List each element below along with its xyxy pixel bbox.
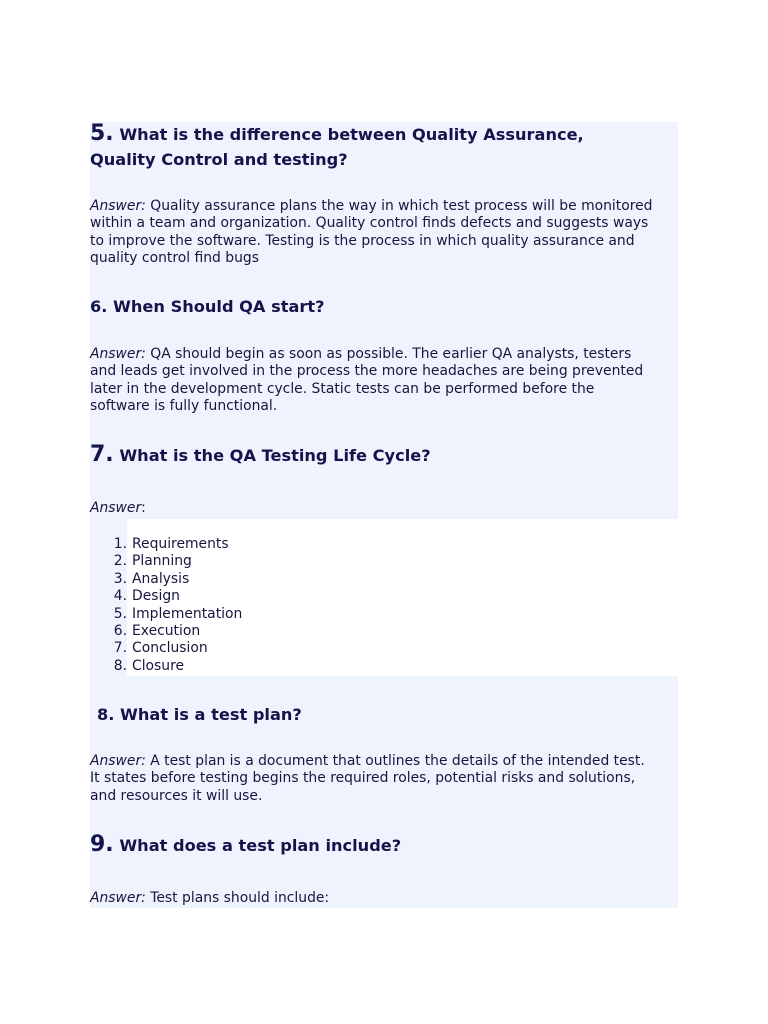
list-item: 4 . Design xyxy=(104,588,242,605)
answer-5 xyxy=(90,198,652,268)
list-item: 3 . Analysis xyxy=(104,571,242,588)
answer-6-line: Answer: QA should begin as soon as possible. The earlier QA analysts, testers xyxy=(90,346,632,362)
answer-label: Answer xyxy=(90,500,142,516)
answer-9-line: Answer: Test plans should include: xyxy=(90,890,330,906)
answer-8-line: and resources it will use. xyxy=(90,787,263,804)
list-item: 8 . Closure xyxy=(104,658,242,675)
answer-label: Answer: xyxy=(90,346,146,362)
question-9-number: 9. xyxy=(90,832,114,857)
answer-label: Answer: xyxy=(90,890,146,906)
answer-8-line: It states before testing begins the required roles, potential risks and solutions, xyxy=(90,770,636,787)
question-7-heading xyxy=(90,444,431,467)
qa-life-cycle-list xyxy=(104,536,242,675)
question-9-heading xyxy=(90,834,401,857)
question-7-title: What is the QA Testing Life Cycle? xyxy=(119,446,431,465)
list-item: 5 . Implementation xyxy=(104,606,242,623)
answer-6-line: later in the development cycle. Static tests can be performed before the xyxy=(90,380,595,397)
question-8-heading: 8. What is a test plan? xyxy=(97,705,302,724)
answer-6-line: software is fully functional. xyxy=(90,398,278,415)
question-5-title-line1: What is the difference between Quality Assurance, xyxy=(119,125,584,144)
answer-label: Answer: xyxy=(90,753,146,769)
answer-9 xyxy=(90,890,329,907)
question-5-heading xyxy=(90,123,584,146)
question-6-heading: 6. When Should QA start? xyxy=(90,297,325,316)
question-9-title: What does a test plan include? xyxy=(119,836,402,855)
list-item: 1 . Requirements xyxy=(104,536,242,553)
list-item: 7 . Conclusion xyxy=(104,640,242,657)
question-7-number: 7. xyxy=(90,442,114,467)
answer-7-label-line: Answer: xyxy=(90,500,146,516)
question-5-number: 5. xyxy=(90,121,114,146)
answer-8 xyxy=(90,753,645,805)
answer-5-line: to improve the software. Testing is the process in which quality assurance and xyxy=(90,232,635,249)
answer-5-line: within a team and organization. Quality control finds defects and suggests ways xyxy=(90,215,649,232)
answer-6 xyxy=(90,346,643,416)
answer-6-line: and leads get involved in the process the more headaches are being prevented xyxy=(90,363,644,380)
list-item: 6 . Execution xyxy=(104,623,242,640)
list-item: 2 . Planning xyxy=(104,553,242,570)
answer-5-line: Answer: Quality assurance plans the way in which test process will be monitored xyxy=(90,198,653,214)
answer-label: Answer: xyxy=(90,198,146,214)
answer-5-line: quality control find bugs xyxy=(90,250,259,267)
question-5-title-line2: Quality Control and testing? xyxy=(90,150,348,169)
answer-8-line: Answer: A test plan is a document that outlines the details of the intended test. xyxy=(90,753,645,769)
